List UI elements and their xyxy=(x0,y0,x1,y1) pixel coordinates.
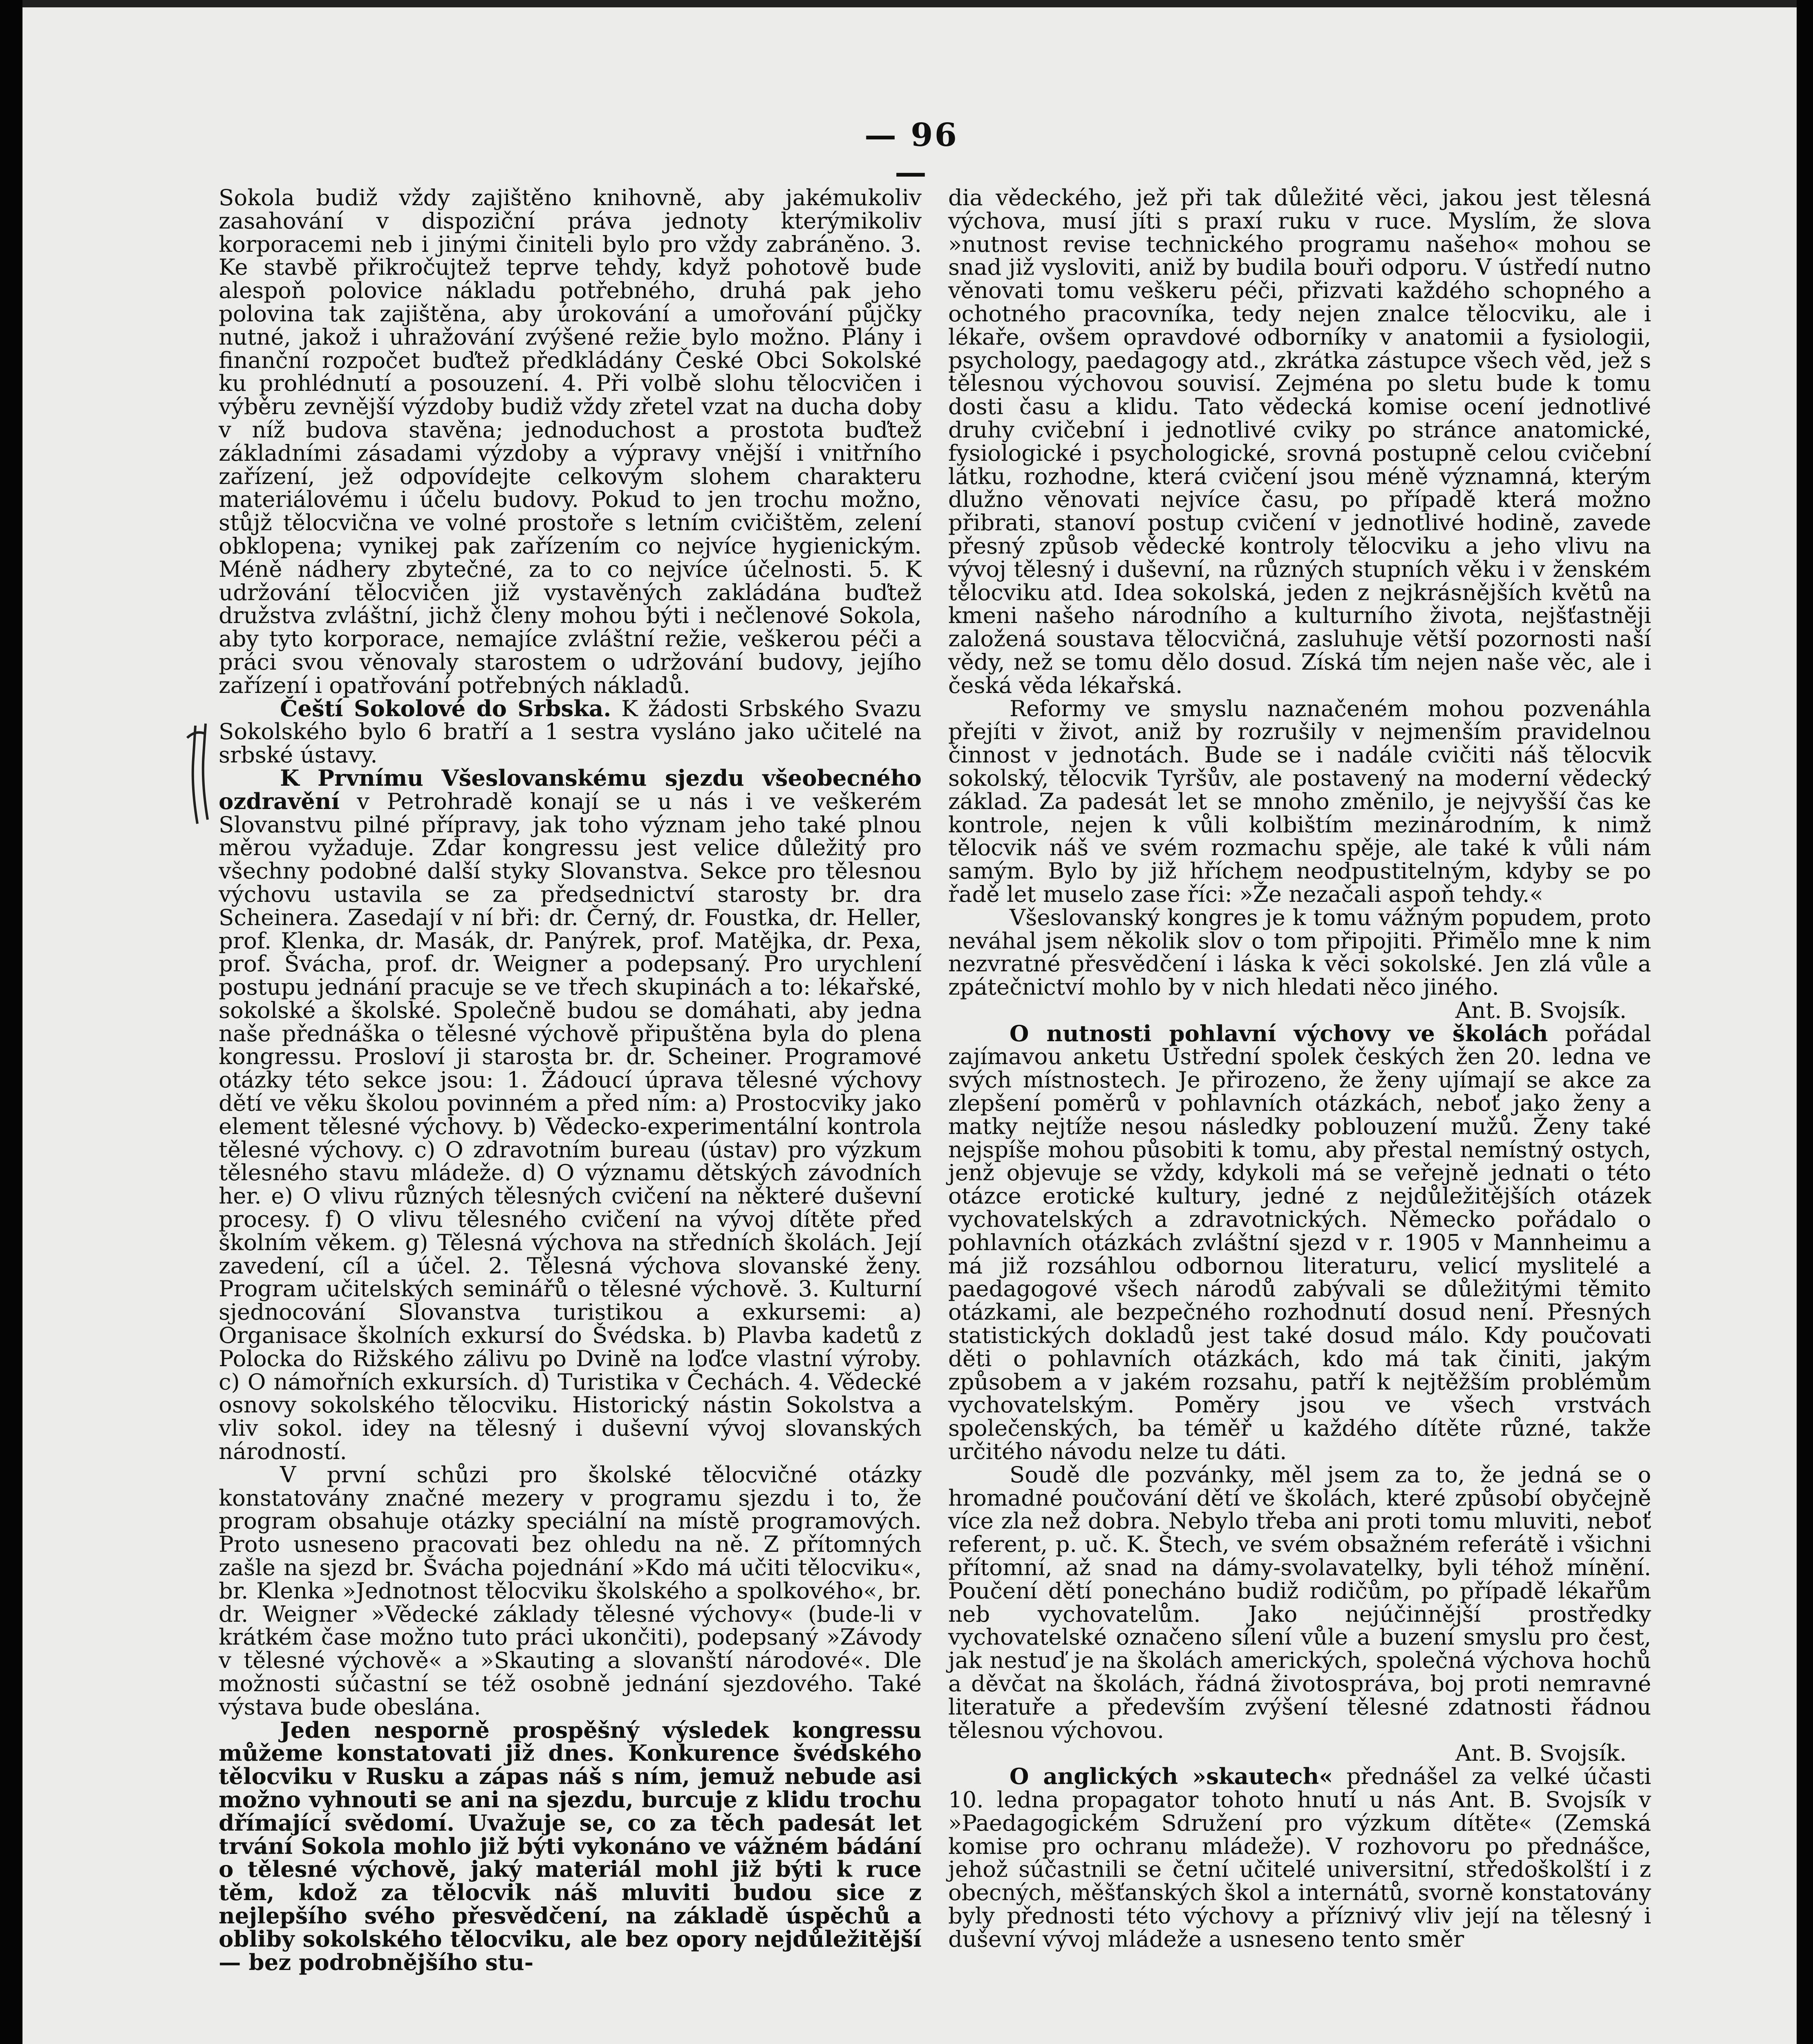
left-paragraph-2-heading: Čeští Sokolové do Srbska. xyxy=(280,695,611,722)
left-paragraph-5: Jeden nesporně prospěšný výsledek kongressu můžeme konstatovati již dnes. Konkurence švédského tělocviku v Rusku a zápas náš s ním, jemuž nebude asi možno vyhnouti se ani na sjezdu, burcuje z klidu trochu dřímající svědomí. Uvažuje se, co za těch padesát let trvání Sokola mohlo již býti vykonáno ve vážném bádání o tělesné výchově, jaký materiál mohl již býti k ruce těm, kdož za tělocvik náš mluviti budou sice z nejlepšího svého přesvědčení, na základě úspěchů a obliby sokolského tělocviku, ale bez opory nejdůležitější — bez podrobnějšího stu- xyxy=(219,1717,922,1975)
right-paragraph-4-text: pořádal zajímavou anketu Ústřední spolek českých žen 20. ledna ve svých místnostech. Je přirozeno, že ženy ujímají se akce za zlepšení poměrů v pohlavních otázkách, neboť jako ženy a matky nejtíže nesou následky poblouzení mužů. Ženy také nejspíše mohou působiti k tomu, aby přestal nemístný ostych, jenž objevuje se vždy, kdykoli má se veřejně jednati o této otázce erotické kultury, jedné z nejdůležitějších otázek vychovatelských a zdravotnických. Německo pořádalo o pohlavních otázkách zvláštní sjezd v r. 1905 v Mannheimu a má již rozsáhlou odbornou literaturu, velicí myslitelé a paedagogové všech národů zabývali se důležitými těmito otázkami, ale bezpečného rozhodnutí dosud není. Přesných statistických dokladů jest také dosud málo. Kdy poučovati děti o pohlavních otázkách, kdo má tak činiti, jakým způsobem a v jakém rozsahu, patří k nejtěžším problémům vychovatelským. Poměry jsou ve všech vrstvách společenských, ba téměř u každého dítěte různé, takže určitého návodu nelze tu dáti. xyxy=(948,1020,1651,1465)
right-signature-1: Ant. B. Svojsík. xyxy=(1455,997,1627,1023)
left-paragraph-4: V první schůzi pro školské tělocvičné otázky konstatovány značné mezery v programu sjezdu i to, že program obsahuje otázky speciální na místě programových. Proto usneseno pracovati bez ohledu na ně. Z přítomných zašle na sjezd br. Švácha pojednání »Kdo má učiti tělocviku«, br. Klenka »Jednotnost tělocviku školského a spolkového«, br. dr. Weigner »Vědecké základy tělesné výchovy« (bude-li v krátkém čase možno tuto práci ukončiti), podepsaný »Závody v tělesné výchově« a »Skauting a slovanští národové«. Dle možnosti súčastní se též osobně jednání sjezdového. Také výstava bude obeslána. xyxy=(219,1461,922,1720)
right-paragraph-6 xyxy=(948,1765,1651,1950)
scan-border-right xyxy=(1797,0,1813,2044)
right-paragraph-6-text: přednášel za velké účasti 10. ledna propagator tohoto hnutí u nás Ant. B. Svojsík v »Paedagogickém Sdružení pro výzkum dítěte« (Zemská komise pro ochranu mládeže). V rozhovoru po přednášce, jehož súčastnili se četní učitelé universitní, středoškolští i z obecných, měšťanských škol a internátů, svorně konstatovány byly přednosti této výchovy a příznivý vliv její na tělesný i duševní vývoj mládeže a usneseno tento směr xyxy=(948,1763,1651,1952)
left-paragraph-3-heading: K Prvnímu Všeslovanskému sjezdu všeobecného ozdravění xyxy=(219,764,922,814)
right-paragraph-5: Soudě dle pozvánky, měl jsem za to, že jedná se o hromadné poučování dětí ve školách, které způsobí obyčejně více zla než dobra. Nebylo třeba ani proti tomu mluviti, neboť referent, p. uč. K. Štech, ve svém obsažném referátě i všichni přítomní, až snad na dámy-svolavatelky, byli téhož mínění. Poučení dětí ponecháno budiž rodičům, po případě lékařům neb vychovatelům. Jako nejúčinnější prostředky vychovatelské označeno sílení vůle a buzení smyslu pro čest, jak nestuď je na školách amerických, společná výchova hochů a děvčat na školách, řádná životospráva, boj proti nemravné literatuře a především zvýšení tělesné zdatnosti řádnou tělesnou výchovou. xyxy=(948,1461,1651,1743)
scan-border-top xyxy=(0,0,1813,7)
left-paragraph-2-text: K žádosti Srbského Svazu Sokolského bylo 6 bratří a 1 sestra vysláno jako učitelé na srbské ústavy. xyxy=(219,695,922,768)
right-signature-2: Ant. B. Svojsík. xyxy=(1455,1740,1627,1766)
left-paragraph-3-text: v Petrohradě konají se u nás i ve veškerém Slovanstvu pilné přípravy, jak toho význam jeho také plnou měrou vyžaduje. Zdar kongressu jest velice důležitý pro všechny podobné další styky Slovanstva. Sekce pro tělesnou výchovu ustavila se za předsednictví starosty br. dra Scheinera. Zasedají v ní bři: dr. Černý, dr. Foustka, dr. Heller, prof. Klenka, dr. Masák, dr. Panýrek, prof. Matějka, dr. Pexa, prof. Švácha, prof. dr. Weigner a podepsaný. Pro urychlení postupu jednání pracuje se ve třech skupinách a to: lékařské, sokolské a školské. Společně budou se domáhati, aby jedna naše přednáška o tělesné výchově připuštěna byla do plena kongressu. Prosloví ji starosta br. dr. Scheiner. Programové otázky této sekce jsou: 1. Žádoucí úprava tělesné výchovy dětí ve věku školou povinném a před ním: a) Prostocviky jako element tělesné výchovy. b) Vědecko-experimentální kontrola tělesné výchovy. c) O zdravotním bureau (ústav) pro výzkum tělesného stavu mládeže. d) O významu dětských závodních her. e) O vlivu různých tělesných cvičení na některé duševní procesy. f) O vlivu tělesného cvičení na vývoj dítěte před školním věkem. g) Tělesná výchova na středních školách. Její zavedení, cíl a účel. 2. Tělesná výchova slovanské ženy. Program učitelských seminářů o tělesné výchově. 3. Kulturní sjednocování Slovanstva turistikou a exkursemi: a) Organisace školních exkursí do Švédska. b) Plavba kadetů z Polocka do Rižského zálivu po Dvině na loďce vlastní výroby. c) O námořních exkursích. d) Turistika v Čechách. 4. Vědecké osnovy sokolského tělocviku. Historický nástin Sokolstva a vliv sokol. idey na tělesný i duševní vývoj slovanských národností. xyxy=(219,788,922,1465)
right-paragraph-4 xyxy=(948,1022,1651,1463)
left-column xyxy=(219,186,922,1974)
scan-border-left xyxy=(0,0,22,2044)
right-paragraph-6-heading: O anglických »skautech« xyxy=(1009,1763,1333,1790)
right-paragraph-3: Všeslovanský kongres je k tomu vážným popudem, proto neváhal jsem několik slov o tom připojiti. Přimělo mne k nim nezvratné přesvědčení i láska k věci sokolské. Jen zlá vůle a zpátečnictví mohlo by v nich hledati něco jiného. xyxy=(948,904,1651,1000)
right-column xyxy=(948,186,1651,1951)
handwritten-margin-mark xyxy=(183,722,220,828)
right-paragraph-1: dia vědeckého, jež při tak důležité věci, jakou jest tělesná výchova, musí jíti s praxí ruku v ruce. Myslím, že slova »nutnost revise technického programu našeho« mohou se snad již vysloviti, aniž by budila bouři odporu. V ústředí nutno věnovati tomu veškeru péči, přizvati každého schopného a ochotného pracovníka, tedy nejen znalce tělocviku, ale i lékaře, ovšem opravdové odborníky v anatomii a fysiologii, psychology, paedagogy atd., zkrátka zástupce všech věd, jež s tělesnou výchovou souvisí. Zejména po sletu bude k tomu dosti času a klidu. Tato vědecká komise ocení jednotlivé druhy cvičební i jednotlivé cviky po stránce anatomické, fysiologické i psychologické, srovná postupně celou cvičební látku, rozhodne, která cvičení jsou méně významná, kterým dlužno věnovati nejvíce času, po případě která možno přibrati, stanoví postup cvičení v jednotlivé hodině, zavede přesný způsob vědecké kontroly tělocviku a jeho vlivu na vývoj tělesný i duševní, na různých stupních věku i v ženském tělocviku atd. Idea sokolská, jeden z nejkrásnějších květů na kmeni našeho národního a kulturního života, nejšťastněji založená soustava tělocvičná, zasluhuje větší pozornosti naší vědy, než se tomu dělo dosud. Získá tím nejen naše věc, ale i česká věda lékařská. xyxy=(948,184,1651,698)
right-paragraph-4-heading: O nutnosti pohlavní výchovy ve školách xyxy=(1009,1020,1548,1047)
left-paragraph-3 xyxy=(219,766,922,1463)
left-paragraph-1: Sokola budiž vždy zajištěno knihovně, aby jakémukoliv zasahování v dispoziční práva jednoty kterýmikoliv korporacemi neb i jinými činiteli bylo pro vždy zabráněno. 3. Ke stavbě přikročujtež teprve tehdy, když pohotově bude alespoň polovice nákladu potřebného, druhá pak jeho polovina tak zajištěna, aby úrokování a umořování půjčky nutné, jakož i uhražování zvýšené režie bylo možno. Plány i finanční rozpočet buďtež předkládány České Obci Sokolské ku prohlédnutí a posouzení. 4. Při volbě slohu tělocvičen i výběru zevnější výzdoby budiž vždy zřetel vzat na ducha doby v níž budova stavěna; jednoduchost a prostota buďtež základními zásadami výzdoby a výpravy vnější i vnitřního zařízení, jež odpovídejte celkovým slohem charakteru materiálovému i účelu budovy. Pokud to jen trochu možno, stůjž tělocvična ve volné prostoře s letním cvičištěm, zelení obklopena; vynikej pak zařízením co nejvíce hygienickým. Méně nádhery zbytečné, za to co nejvíce účelnosti. 5. K udržování tělocvičen již vystavěných zakládána buďtež družstva zvláštní, jichž členy mohou býti i nečlenové Sokola, aby tyto korporace, nemajíce zvláštní režie, veškerou péči a práci svou věnovaly starostem o udržování budovy, jejího zařízení i opatřování potřebných nákladů. xyxy=(219,184,922,698)
left-paragraph-2 xyxy=(219,697,922,766)
right-paragraph-2: Reformy ve smyslu naznačeném mohou pozvenáhla přejíti v život, aniž by rozrušily v nejmenším pravidelnou činnost v jednotách. Bude se i nadále cvičiti náš tělocvik sokolský, tělocvik Tyršův, ale postavený na moderní vědecký základ. Za padesát let se mnoho změnilo, je nejvyšší čas ke kontrole, nejen k vůli kolbištím mezinárodním, k nimž tělocvik náš ve svém rozmachu spěje, ale také k vůli nám samým. Bylo by již hříchem neodpustitelným, kdyby se po řadě let muselo zase říci: »Že nezačali aspoň tehdy.« xyxy=(948,695,1651,907)
page-number: — 96 — xyxy=(864,117,958,191)
